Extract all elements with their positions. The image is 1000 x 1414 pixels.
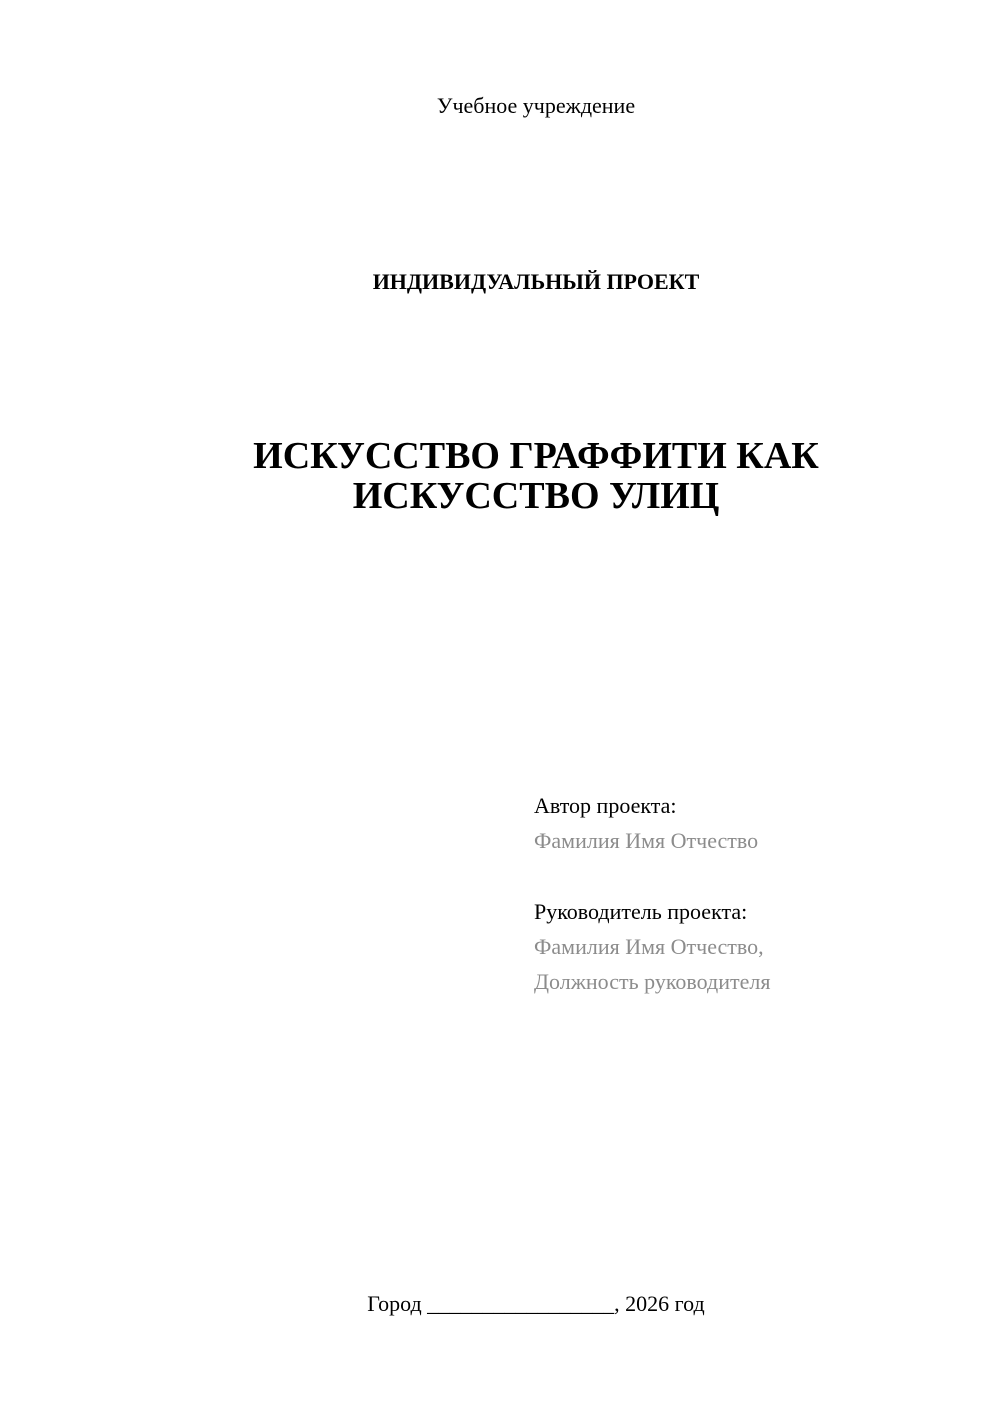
project-title-line-2: ИСКУССТВО УЛИЦ — [352, 475, 720, 517]
supervisor-position: Должность руководителя — [534, 969, 771, 994]
credits-spacer — [534, 858, 974, 894]
project-title-line-1: ИСКУССТВО ГРАФФИТИ КАК — [253, 435, 819, 477]
city-year-line: Город _________________, 2026 год — [367, 1291, 705, 1316]
credits-block — [534, 788, 974, 999]
author-label: Автор проекта: — [534, 793, 677, 818]
institution-name: Учебное учреждение — [436, 93, 636, 118]
project-type-heading: ИНДИВИДУАЛЬНЫЙ ПРОЕКТ — [372, 269, 700, 294]
author-name: Фамилия Имя Отчество — [534, 828, 759, 853]
supervisor-name: Фамилия Имя Отчество, — [534, 934, 764, 959]
supervisor-label: Руководитель проекта: — [534, 899, 748, 924]
project-title — [0, 436, 1000, 516]
